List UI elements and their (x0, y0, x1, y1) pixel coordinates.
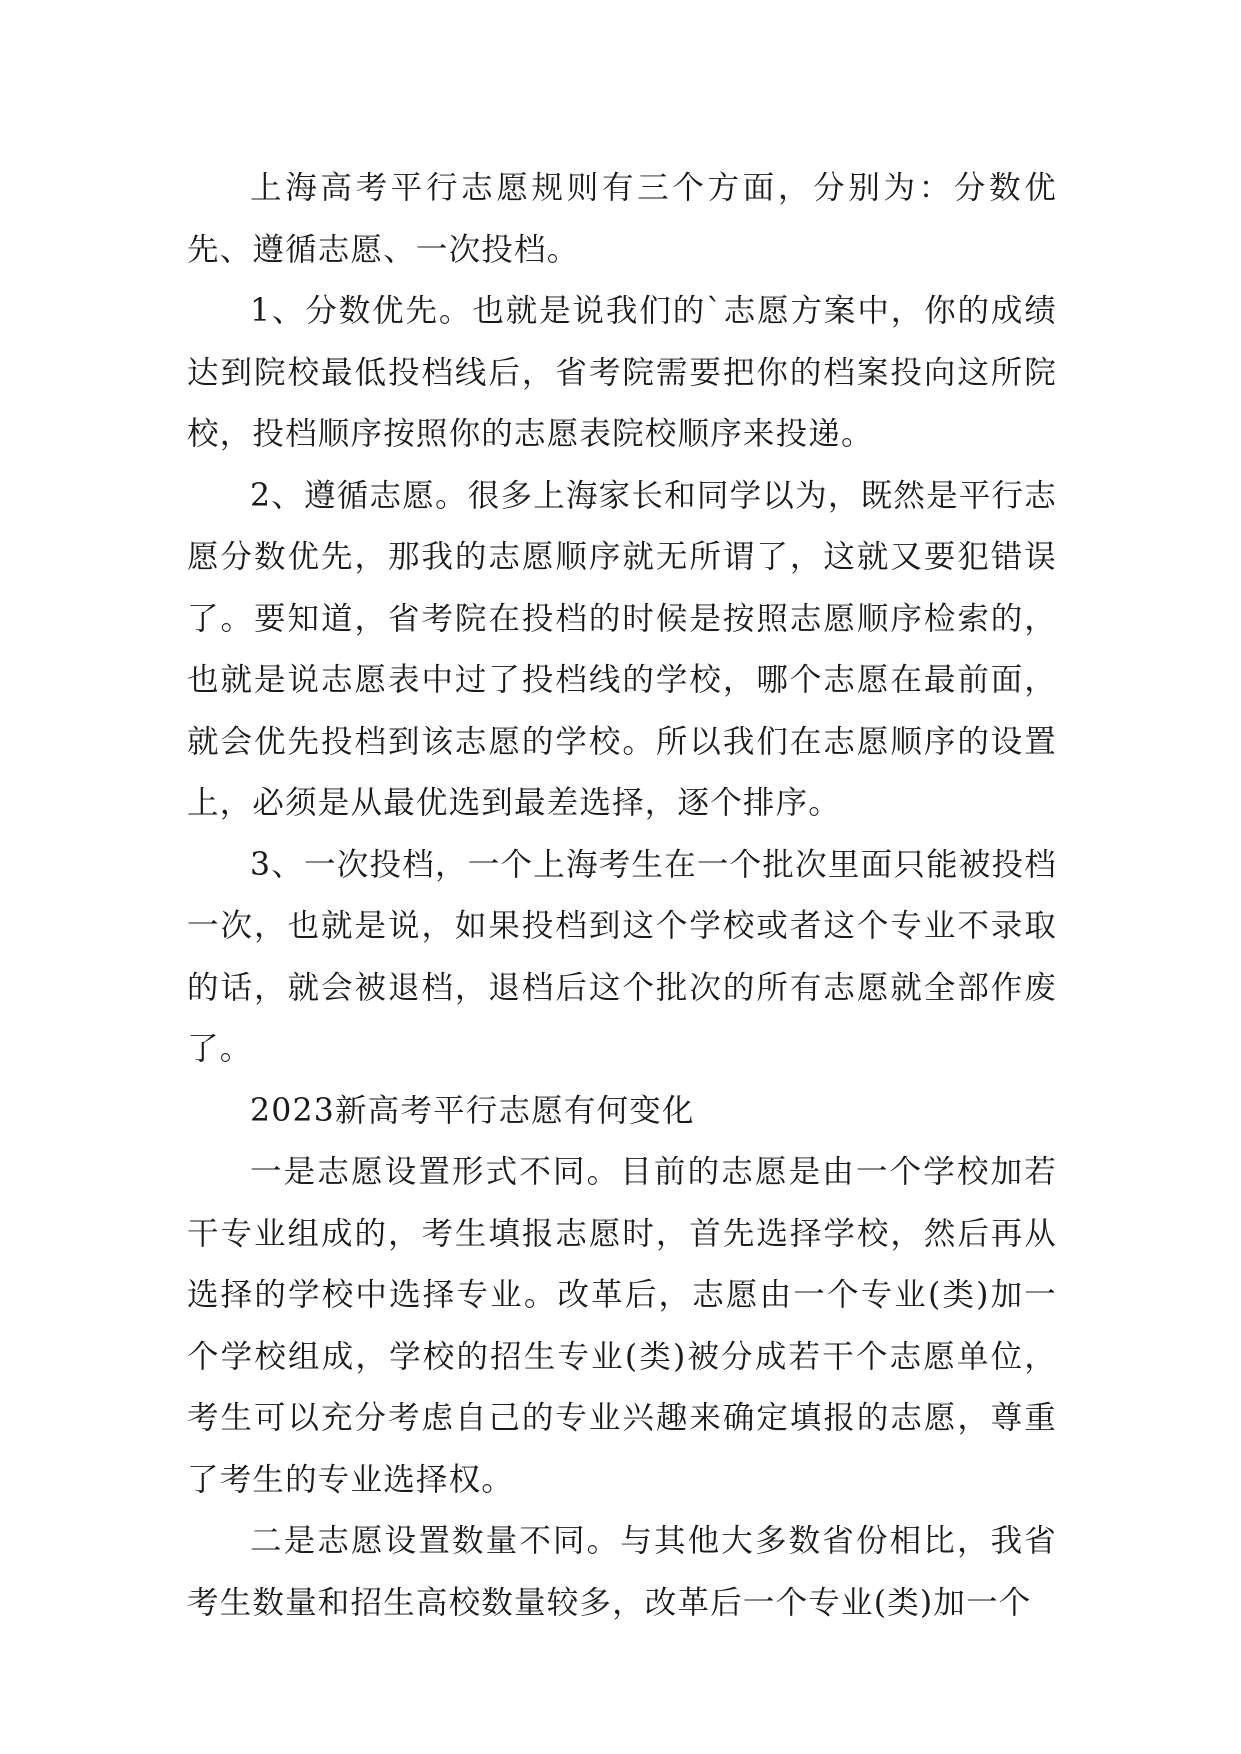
paragraph-form-difference: 一是志愿设置形式不同。目前的志愿是由一个学校加若干专业组成的，考生填报志愿时，首先选择学校，然后再从选择的学校中选择专业。改革后，志愿由一个专业(类)加一个学校组成，学校的招生专业(类)被分成若干个志愿单位，考生可以充分考虑自己的专业兴趣来确定填报的志愿，尊重了考生的专业选择权。 (187, 1154, 1057, 1498)
paragraph-score-priority: 1、分数优先。也就是说我们的`志愿方案中，你的成绩达到院校最低投档线后，省考院需要把你的档案投向这所院校，投档顺序按照你的志愿表院校顺序来投递。 (187, 293, 1057, 452)
paragraph-quantity-difference: 二是志愿设置数量不同。与其他大多数省份相比，我省考生数量和招生高校数量较多，改革后一个专业(类)加一个 (187, 1523, 1057, 1621)
paragraph-follow-preference: 2、遵循志愿。很多上海家长和同学以为，既然是平行志愿分数优先，那我的志愿顺序就无所谓了，这就又要犯错误了。要知道，省考院在投档的时候是按照志愿顺序检索的，也就是说志愿表中过了投档线的学校，哪个志愿在最前面，就会优先投档到该志愿的学校。所以我们在志愿顺序的设置上，必须是从最优选到最差选择，逐个排序。 (187, 477, 1057, 821)
paragraph-intro: 上海高考平行志愿规则有三个方面，分别为：分数优先、遵循志愿、一次投档。 (187, 170, 1057, 268)
paragraph-single-submission: 3、一次投档，一个上海考生在一个批次里面只能被投档一次，也就是说，如果投档到这个学校或者这个专业不录取的话，就会被退档，退档后这个批次的所有志愿就全部作废了。 (187, 846, 1057, 1067)
section-heading: 2023新高考平行志愿有何变化 (250, 1092, 695, 1129)
document-body (187, 158, 1057, 1634)
